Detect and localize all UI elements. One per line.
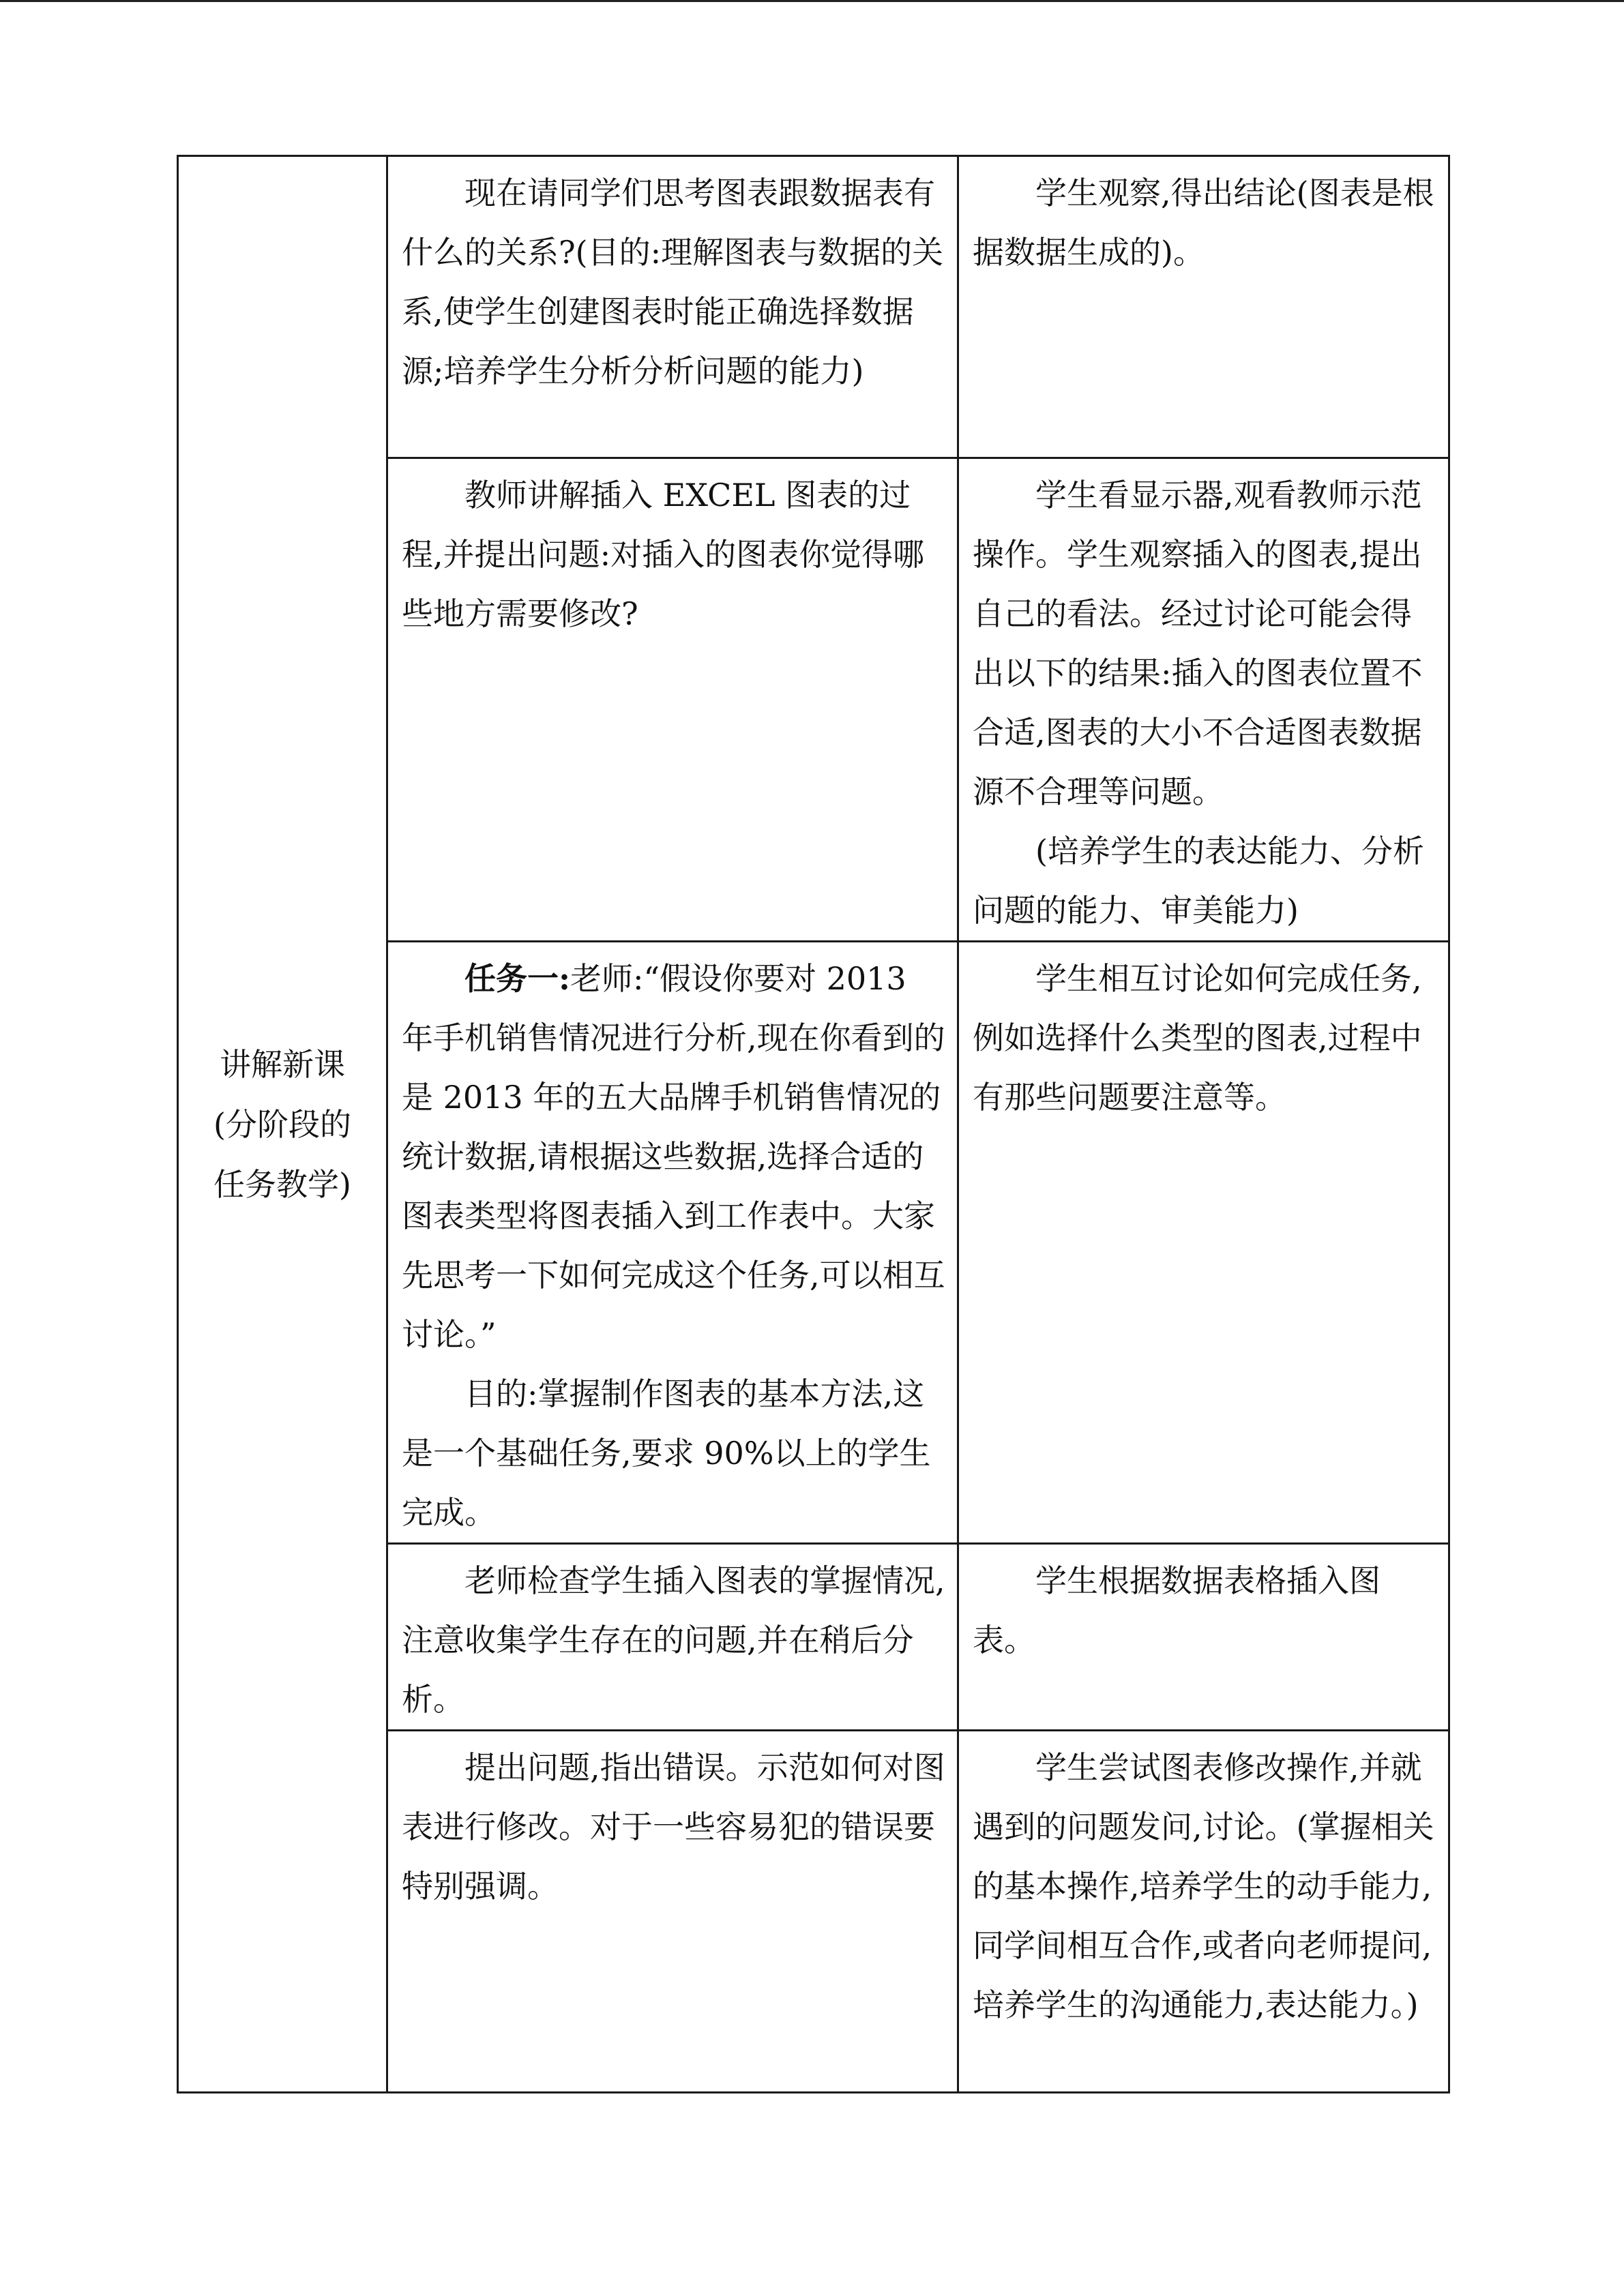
teacher-activity-cell [387, 942, 958, 1544]
table-row [178, 156, 1449, 458]
teacher-activity-text: 教师讲解插入 EXCEL 图表的过程,并提出问题:对插入的图表你觉得哪些地方需要修改? [402, 477, 925, 632]
teacher-activity-cell [387, 156, 958, 458]
task-label: 任务一: [464, 960, 570, 997]
student-activity-cell [958, 458, 1449, 942]
teacher-activity-text: 现在请同学们思考图表跟数据表有什么的关系?(目的:理解图表与数据的关系,使学生创建图表时能正确选择数据源;培养学生分析分析问题的能力) [402, 175, 944, 389]
student-activity-cell [958, 942, 1449, 1544]
student-activity-text: (培养学生的表达能力、分析问题的能力、审美能力) [973, 833, 1424, 929]
stage-cell [178, 156, 387, 2093]
page-top-border [0, 0, 1624, 2]
student-activity-text: 学生看显示器,观看教师示范操作。学生观察插入的图表,提出自己的看法。经过讨论可能会得出以下的结果:插入的图表位置不合适,图表的大小不合适图表数据源不合理等问题。 [973, 477, 1423, 810]
teacher-activity-text: 目的:掌握制作图表的基本方法,这是一个基础任务,要求 90%以上的学生完成。 [402, 1375, 931, 1531]
student-activity-cell [958, 1731, 1449, 2093]
student-activity-text: 学生观察,得出结论(图表是根据数据生成的)。 [973, 175, 1434, 271]
student-activity-cell [958, 1544, 1449, 1731]
teacher-activity-cell [387, 1544, 958, 1731]
teacher-activity-text: 老师检查学生插入图表的掌握情况,注意收集学生存在的问题,并在稍后分析。 [402, 1562, 945, 1718]
student-activity-text: 学生根据数据表格插入图表。 [973, 1562, 1381, 1658]
teacher-activity-cell [387, 1731, 958, 2093]
teacher-activity-text: 提出问题,指出错误。示范如何对图表进行修改。对于一些容易犯的错误要特别强调。 [402, 1749, 945, 1905]
student-activity-cell [958, 156, 1449, 458]
student-activity-text: 学生相互讨论如何完成任务,例如选择什么类型的图表,过程中有那些问题要注意等。 [973, 960, 1422, 1116]
student-activity-text: 学生尝试图表修改操作,并就遇到的问题发问,讨论。(掌握相关的基本操作,培养学生的动手能力,同学间相互合作,或者向老师提问,培养学生的沟通能力,表达能力。) [973, 1749, 1434, 2023]
teacher-activity-cell [387, 458, 958, 942]
teacher-activity-text [402, 949, 946, 1365]
stage-label-line: 讲解新课 [220, 1045, 345, 1083]
lesson-plan-table [177, 155, 1450, 2093]
stage-label-line: 任务教学) [213, 1165, 351, 1203]
stage-label-line: (分阶段的 [213, 1105, 351, 1143]
task-description: 老师:“假设你要对 2013 年手机销售情况进行分析,现在你看到的是 2013 年的五大品牌手机销售情况的统计数据,请根据这些数据,选择合适的图表类型将图表插入到工作表中。大家先思考一下如何完成这个任务,可以相互讨论。” [402, 960, 945, 1353]
